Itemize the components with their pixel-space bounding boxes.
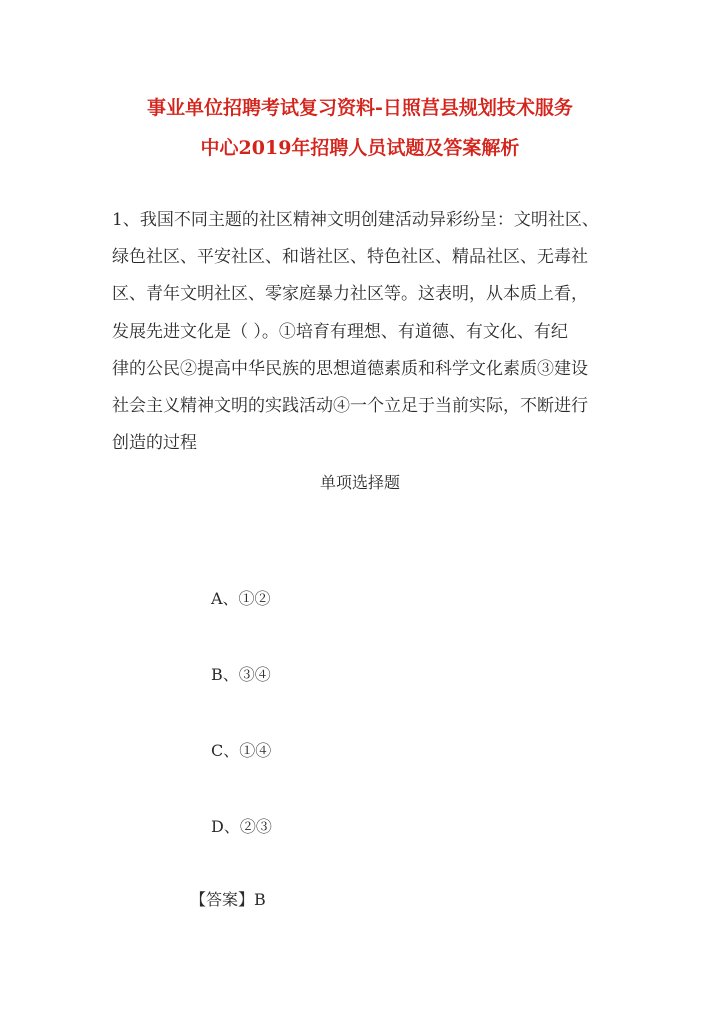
question-line: 律的公民②提高中华民族的思想道德素质和科学文化素质③建设	[112, 358, 588, 379]
option-a: A、①②	[211, 589, 271, 608]
title-line-1: 事业单位招聘考试复习资料-日照莒县规划技术服务	[147, 97, 573, 119]
question-line: 区、青年文明社区、零家庭暴力社区等。这表明，从本质上看，	[112, 284, 588, 305]
option-d: D、②③	[211, 817, 272, 836]
title-line-2: 中心2019年招聘人员试题及答案解析	[200, 137, 520, 159]
question-line: 创造的过程	[112, 433, 197, 454]
question-text	[112, 202, 612, 462]
document-title	[80, 88, 640, 168]
question-type-label: 单项选择题	[319, 473, 400, 492]
question-line: 1、我国不同主题的社区精神文明创建活动异彩纷呈：文明社区、	[112, 210, 599, 230]
question-line: 社会主义精神文明的实践活动④一个立足于当前实际，不断进行	[112, 396, 588, 417]
answer-text: 【答案】B	[190, 890, 266, 909]
question-line: 绿色社区、平安社区、和谐社区、特色社区、精品社区、无毒社	[112, 247, 588, 268]
question-line: 发展先进文化是（ ）。①培育有理想、有道德、有文化、有纪	[112, 321, 568, 342]
option-b: B、③④	[211, 665, 271, 684]
option-c: C、①④	[211, 741, 272, 760]
